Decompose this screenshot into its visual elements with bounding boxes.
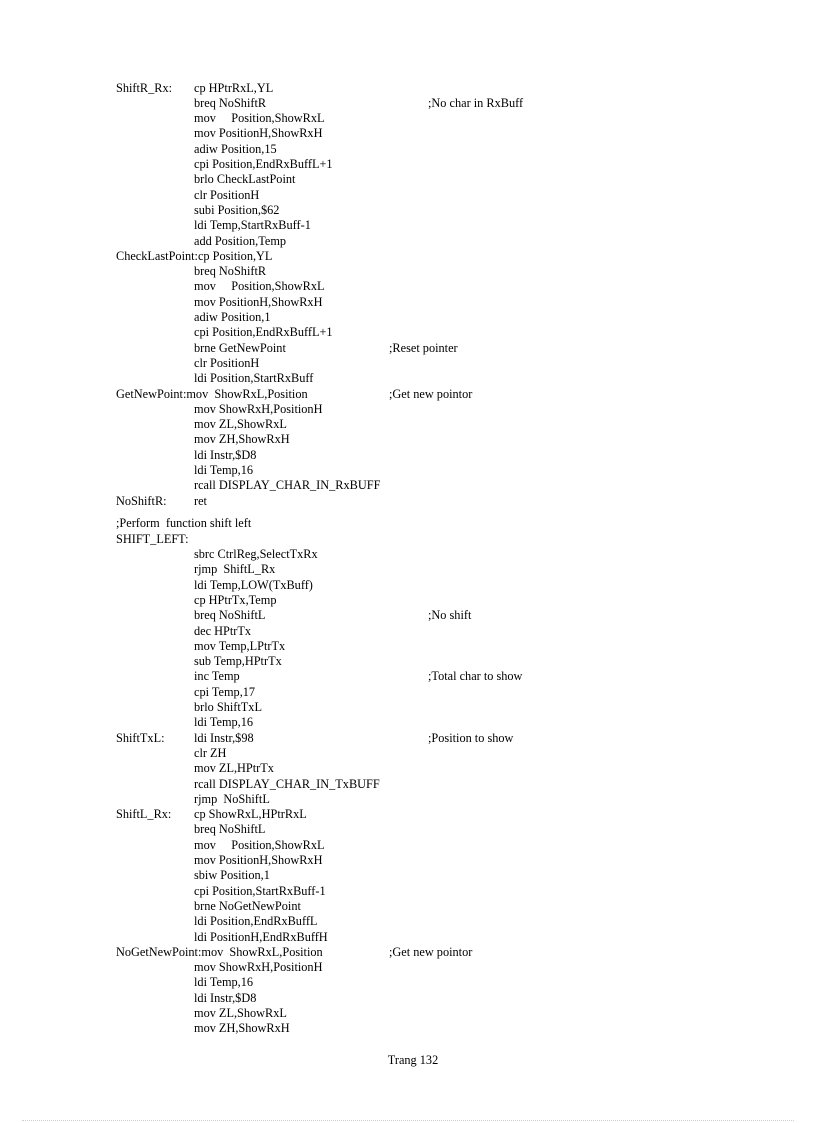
code-comment: ;No shift (428, 608, 472, 623)
code-line (0, 838, 816, 853)
code-line (0, 593, 816, 608)
code-line (0, 547, 816, 562)
code-instruction: cp ShowRxL,HPtrRxL (194, 807, 307, 822)
code-instruction: mov Position,ShowRxL (194, 279, 325, 294)
code-label: ;Perform function shift left (116, 516, 252, 531)
code-comment: ;Get new pointor (389, 944, 473, 959)
code-line (0, 516, 816, 531)
code-instruction: ldi Instr,$D8 (194, 990, 257, 1005)
code-label: ShiftR_Rx: (116, 80, 173, 95)
code-line (0, 279, 816, 294)
code-instruction: mov PositionH,ShowRxH (194, 126, 323, 141)
code-line (0, 899, 816, 914)
code-instruction: cp HPtrTx,Temp (194, 592, 277, 607)
code-instruction: brne GetNewPoint (194, 340, 286, 355)
code-instruction: ldi Temp,16 (194, 463, 254, 477)
code-instruction: brlo ShiftTxL (194, 700, 262, 714)
code-instruction: sub Temp,HPtrTx (194, 654, 282, 669)
code-line (0, 341, 816, 356)
code-instruction: mov PositionH,ShowRxH (194, 294, 323, 309)
code-line (0, 356, 816, 371)
code-line (0, 188, 816, 203)
code-line (0, 142, 816, 157)
code-line (0, 746, 816, 761)
page-number: Trang 132 (387, 1053, 439, 1067)
code-instruction: ldi Position,StartRxBuff (194, 371, 314, 386)
code-line (0, 264, 816, 279)
code-line (0, 884, 816, 899)
code-instruction: cpi Position,EndRxBuffL+1 (194, 325, 333, 340)
code-line (0, 218, 816, 233)
code-line (0, 371, 816, 386)
code-line (0, 249, 816, 264)
code-line (0, 295, 816, 310)
code-comment: ;Total char to show (428, 669, 523, 684)
code-instruction: mov ShowRxH,PositionH (194, 401, 323, 416)
code-comment: ;No char in RxBuff (428, 95, 524, 110)
code-line (0, 532, 816, 547)
code-comment: ;Position to show (428, 730, 514, 745)
code-instruction: breq NoShiftR (194, 95, 267, 110)
code-line (0, 126, 816, 141)
code-line (0, 157, 816, 172)
code-instruction: adiw Position,1 (194, 310, 271, 324)
code-line (0, 731, 816, 746)
code-line (0, 478, 816, 493)
code-line (0, 930, 816, 945)
code-instruction: brne NoGetNewPoint (194, 898, 301, 913)
code-line (0, 914, 816, 929)
code-line (0, 624, 816, 639)
code-line (0, 310, 816, 325)
code-instruction: breq NoShiftL (194, 822, 266, 837)
code-instruction: cp HPtrRxL,YL (194, 80, 274, 95)
code-instruction: inc Temp (194, 669, 240, 684)
code-instruction: clr PositionH (194, 355, 260, 370)
code-line (0, 700, 816, 715)
code-line (0, 975, 816, 990)
code-instruction: ldi Temp,LOW(TxBuff) (194, 577, 313, 592)
code-line (0, 777, 816, 792)
code-line (0, 608, 816, 623)
code-line (0, 639, 816, 654)
code-instruction: mov Temp,LPtrTx (194, 638, 286, 653)
code-line (0, 96, 816, 111)
code-instruction: sbiw Position,1 (194, 868, 270, 883)
code-instruction: ldi Temp,StartRxBuff-1 (194, 218, 311, 233)
code-line (0, 417, 816, 432)
code-line (0, 822, 816, 837)
code-instruction: clr PositionH (194, 187, 260, 202)
code-instruction: rjmp NoShiftL (194, 791, 270, 806)
code-instruction: breq NoShiftL (194, 608, 266, 623)
page-bottom-divider (22, 1120, 794, 1121)
code-line (0, 654, 816, 669)
code-instruction: mov ZL,ShowRxL (194, 1006, 287, 1020)
code-line (0, 81, 816, 96)
code-label: CheckLastPoint:cp Position,YL (116, 248, 273, 263)
code-instruction: mov ZH,ShowRxH (194, 1021, 290, 1036)
code-instruction: ldi Temp,16 (194, 975, 254, 990)
code-line (0, 945, 816, 960)
code-line (0, 715, 816, 730)
code-line (0, 853, 816, 868)
code-line (0, 761, 816, 776)
code-instruction: rjmp ShiftL_Rx (194, 562, 276, 577)
code-line (0, 432, 816, 447)
code-instruction: mov ShowRxH,PositionH (194, 960, 323, 975)
code-label: ShiftL_Rx: (116, 807, 172, 822)
code-line (0, 868, 816, 883)
code-label: SHIFT_LEFT: (116, 531, 189, 546)
code-line (0, 172, 816, 187)
code-instruction: ldi Position,EndRxBuffL (194, 914, 318, 929)
code-instruction: brlo CheckLastPoint (194, 172, 296, 187)
code-comment: ;Reset pointer (389, 340, 458, 355)
code-instruction: mov PositionH,ShowRxH (194, 853, 323, 867)
code-instruction: rcall DISPLAY_CHAR_IN_TxBUFF (194, 776, 380, 791)
code-instruction: ldi Instr,$98 (194, 730, 254, 745)
code-line (0, 960, 816, 975)
code-instruction: ldi Instr,$D8 (194, 447, 257, 462)
code-instruction: mov Position,ShowRxL (194, 837, 325, 852)
code-line (0, 387, 816, 402)
code-line (0, 991, 816, 1006)
code-instruction: cpi Position,StartRxBuff-1 (194, 883, 326, 898)
code-instruction: rcall DISPLAY_CHAR_IN_RxBUFF (194, 478, 381, 493)
code-label: NoShiftR: (116, 493, 167, 508)
code-line (0, 463, 816, 478)
code-comment: ;Get new pointor (389, 386, 473, 401)
code-line (0, 1006, 816, 1021)
code-instruction: mov ZH,ShowRxH (194, 432, 290, 447)
code-label: GetNewPoint:mov ShowRxL,Position (116, 386, 308, 401)
code-line (0, 792, 816, 807)
code-line (0, 807, 816, 822)
code-label: ShiftTxL: (116, 730, 165, 745)
code-label: NoGetNewPoint:mov ShowRxL,Position (116, 944, 323, 959)
code-line (0, 1021, 816, 1036)
code-instruction: breq NoShiftR (194, 264, 267, 279)
code-line (0, 234, 816, 249)
code-line (0, 203, 816, 218)
code-instruction: adiw Position,15 (194, 141, 277, 156)
code-line (0, 111, 816, 126)
code-instruction: cpi Temp,17 (194, 684, 256, 699)
code-line (0, 325, 816, 340)
code-instruction: mov ZL,HPtrTx (194, 761, 274, 776)
code-line (0, 578, 816, 593)
code-instruction: ldi PositionH,EndRxBuffH (194, 929, 328, 944)
code-instruction: sbrc CtrlReg,SelectTxRx (194, 547, 318, 561)
code-instruction: ret (194, 493, 207, 508)
code-instruction: mov Position,ShowRxL (194, 111, 325, 126)
code-line (0, 562, 816, 577)
code-instruction: subi Position,$62 (194, 202, 280, 217)
code-instruction: ldi Temp,16 (194, 715, 254, 730)
code-line (0, 494, 816, 509)
code-line (0, 685, 816, 700)
code-instruction: mov ZL,ShowRxL (194, 417, 287, 432)
code-line (0, 448, 816, 463)
code-instruction: add Position,Temp (194, 233, 287, 248)
code-line (0, 669, 816, 684)
code-instruction: clr ZH (194, 745, 227, 760)
code-instruction: dec HPtrTx (194, 623, 252, 638)
code-instruction: cpi Position,EndRxBuffL+1 (194, 157, 333, 171)
code-line (0, 402, 816, 417)
